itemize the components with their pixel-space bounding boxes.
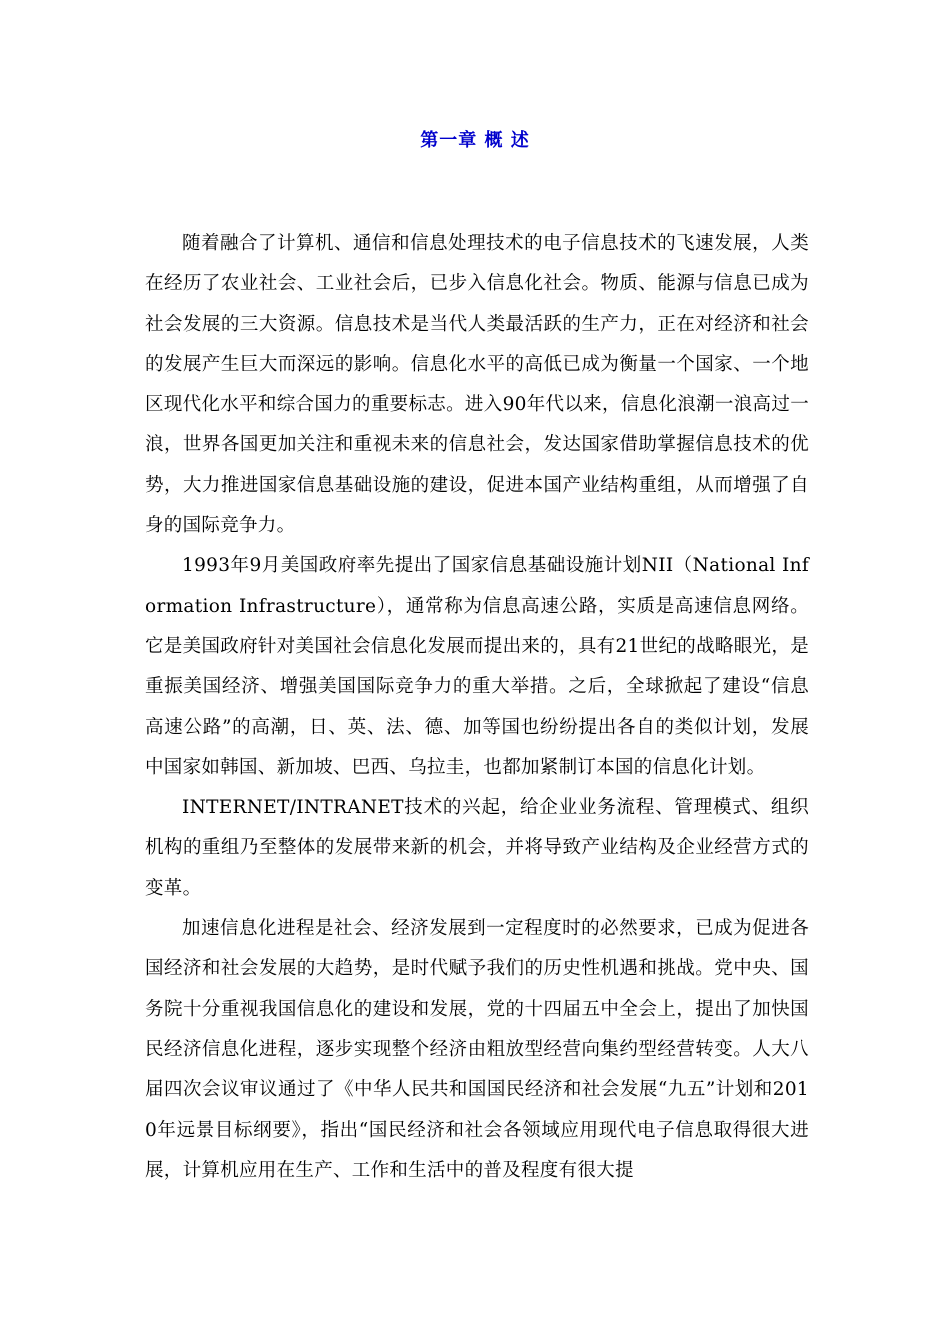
- paragraph-4: 加速信息化进程是社会、经济发展到一定程度时的必然要求，已成为促进各国经济和社会发展的大趋势，是时代赋予我们的历史性机遇和挑战。党中央、国务院十分重视我国信息化的建设和发展，党的十四届五中全会上，提出了加快国民经济信息化进程，逐步实现整个经济由粗放型经营向集约型经营转变。人大八届四次会议审议通过了《中华人民共和国国民经济和社会发展“九五”计划和2010年远景目标纲要》，指出“国民经济和社会各领域应用现代电子信息取得很大进展，计算机应用在生产、工作和生活中的普及程度有很大提: [145, 918, 809, 1181]
- chapter-title: 第一章 概 述: [420, 130, 530, 151]
- body-text: [145, 224, 809, 1191]
- paragraph-1: 随着融合了计算机、通信和信息处理技术的电子信息技术的飞速发展，人类在经历了农业社会、工业社会后，已步入信息化社会。物质、能源与信息已成为社会发展的三大资源。信息技术是当代人类最活跃的生产力，正在对经济和社会的发展产生巨大而深远的影响。信息化水平的高低已成为衡量一个国家、一个地区现代化水平和综合国力的重要标志。进入90年代以来，信息化浪潮一浪高过一浪，世界各国更加关注和重视未来的信息社会，发达国家借助掌握信息技术的优势，大力推进国家信息基础设施的建设，促进本国产业结构重组，从而增强了自身的国际竞争力。: [145, 233, 809, 537]
- paragraph-3: INTERNET/INTRANET技术的兴起，给企业业务流程、管理模式、组织机构的重组乃至整体的发展带来新的机会，并将导致产业结构及企业经营方式的变革。: [145, 797, 809, 899]
- paragraph-2: 1993年9月美国政府率先提出了国家信息基础设施计划NII（National Information Infrastructure），通常称为信息高速公路，实质是高速信息网络。它是美国政府针对美国社会信息化发展而提出来的，具有21世纪的战略眼光，是重振美国经济、增强美国国际竞争力的重大举措。之后，全球掀起了建设“信息高速公路”的高潮，日、英、法、德、加等国也纷纷提出各自的类似计划，发展中国家如韩国、新加坡、巴西、乌拉圭，也都加紧制订本国的信息化计划。: [145, 555, 809, 778]
